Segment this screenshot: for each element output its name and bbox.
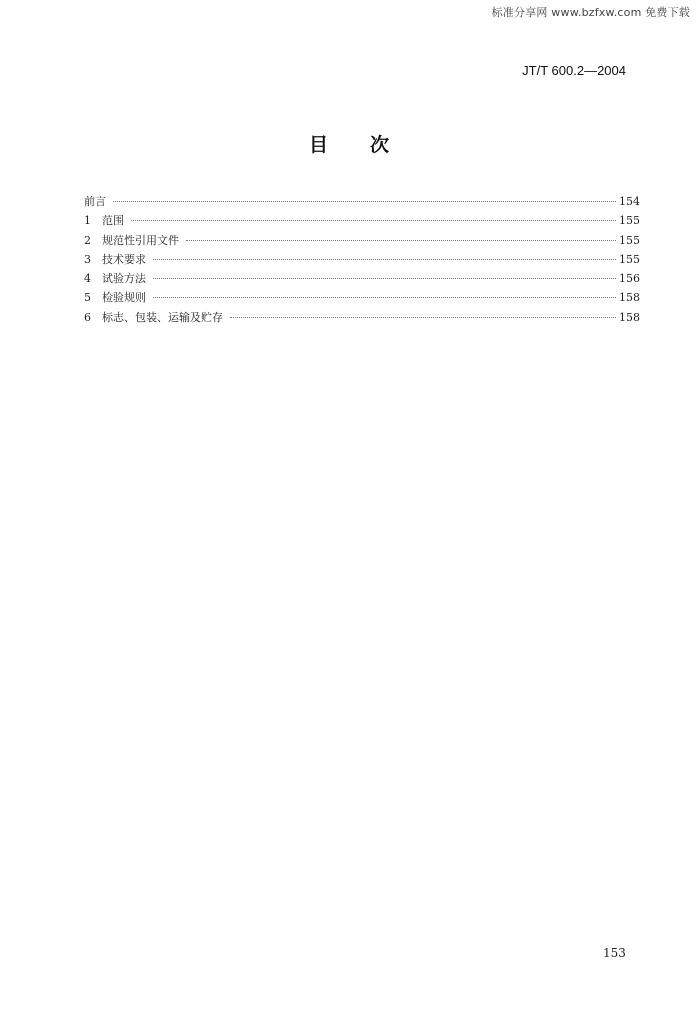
toc-entry-page: 155 (619, 252, 640, 266)
toc-entry-technical-requirements[interactable] (84, 251, 640, 270)
toc-entry-page: 155 (619, 233, 640, 247)
toc-entry-foreword[interactable] (84, 193, 640, 212)
toc-entry-number: 1 (84, 214, 91, 228)
toc-leader-dots (131, 220, 616, 221)
toc-entry-title: 标志、包装、运输及贮存 (102, 310, 223, 324)
toc-entry-number: 3 (84, 252, 91, 266)
toc-entry-title: 前言 (84, 195, 106, 208)
toc-entry-number: 5 (84, 291, 91, 305)
toc-leader-dots (153, 297, 616, 298)
title-char-1: 目 (308, 134, 328, 156)
title-char-2: 次 (370, 134, 390, 156)
standard-code: JT/T 600.2—2004 (522, 63, 626, 78)
toc-entry-title: 检验规则 (102, 291, 146, 305)
toc-leader-dots (113, 201, 616, 202)
page-title (0, 130, 698, 157)
toc-entry-number: 2 (84, 233, 91, 247)
toc-entry-page: 158 (619, 310, 640, 324)
toc-entry-page: 155 (619, 214, 640, 228)
toc-leader-dots (153, 278, 616, 279)
toc-entry-scope[interactable] (84, 212, 640, 231)
toc-entry-number: 4 (84, 272, 91, 286)
toc-leader-dots (186, 240, 616, 241)
toc-leader-dots (230, 317, 616, 318)
toc-entry-page: 158 (619, 291, 640, 305)
toc-entry-title: 范围 (102, 214, 124, 228)
toc-entry-inspection-rules[interactable] (84, 289, 640, 308)
toc-entry-marking-packaging[interactable] (84, 309, 640, 328)
toc-entry-page: 156 (619, 272, 640, 286)
table-of-contents (84, 193, 640, 328)
toc-entry-normative-references[interactable] (84, 232, 640, 251)
toc-leader-dots (153, 259, 616, 260)
toc-entry-title: 规范性引用文件 (102, 233, 179, 247)
toc-entry-page: 154 (619, 195, 640, 208)
toc-entry-title: 技术要求 (102, 252, 146, 266)
toc-entry-title: 试验方法 (102, 272, 146, 286)
page-number: 153 (603, 946, 626, 960)
watermark-text: 标准分享网 www.bzfxw.com 免费下载 (491, 6, 690, 19)
toc-entry-number: 6 (84, 310, 91, 324)
toc-entry-test-methods[interactable] (84, 270, 640, 289)
